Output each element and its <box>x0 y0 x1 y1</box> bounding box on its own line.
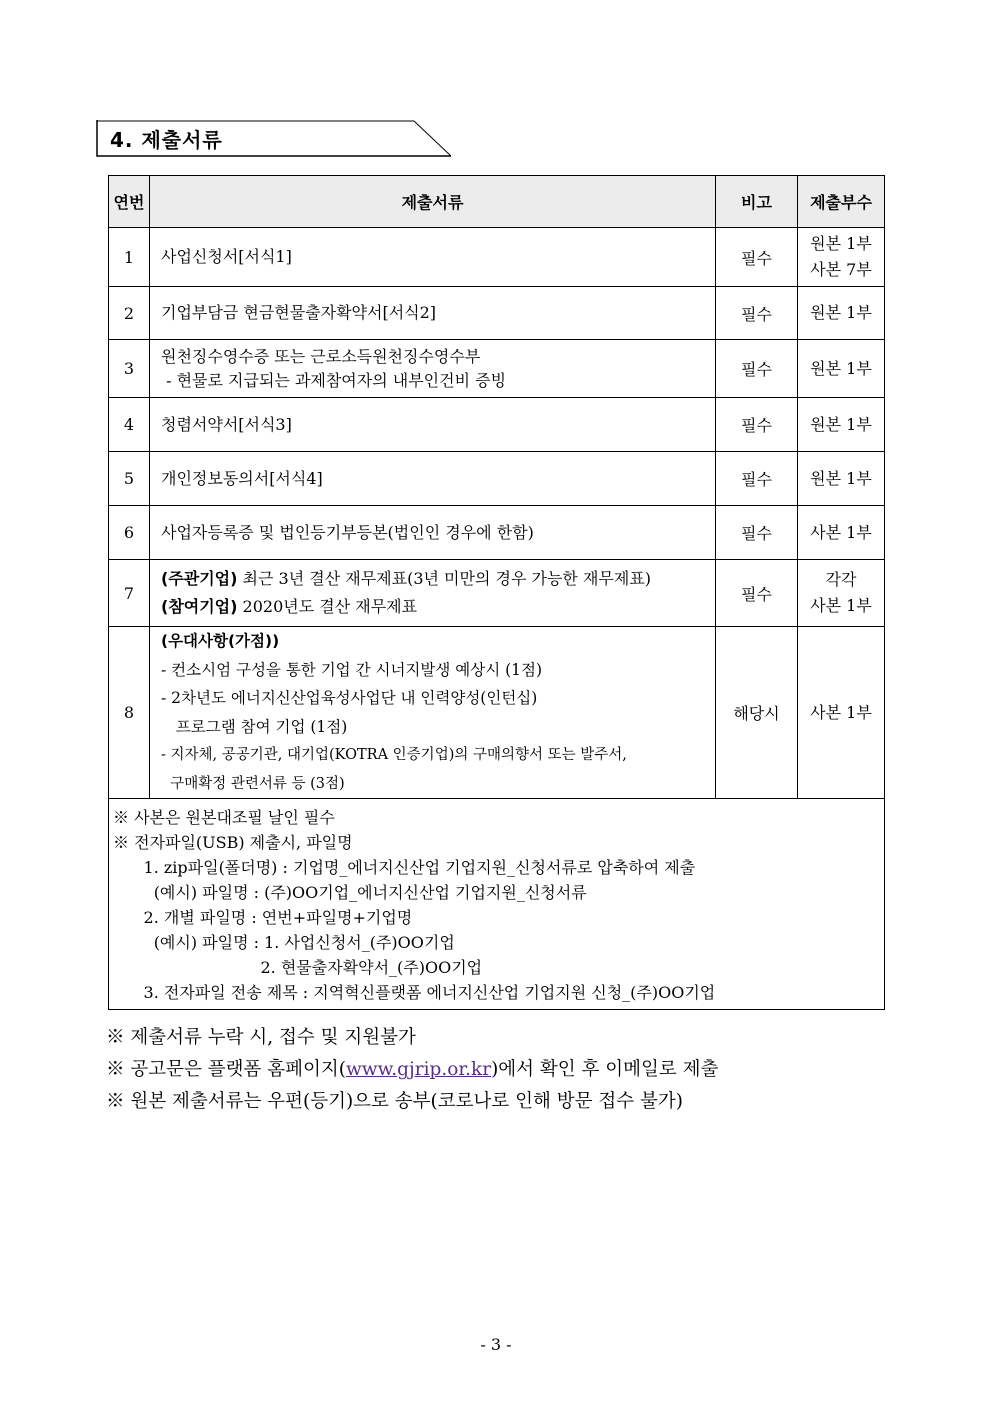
row-copies: 사본 1부 <box>798 506 885 560</box>
table-row <box>109 228 885 287</box>
row-copies: 원본 1부 <box>798 452 885 506</box>
table-row <box>109 398 885 452</box>
row-doc: 사업자등록증 및 법인등기부등본(법인인 경우에 한함) <box>150 506 716 560</box>
section-heading <box>96 120 452 158</box>
row-doc <box>150 340 716 398</box>
row-num: 8 <box>109 627 150 799</box>
row-note: 필수 <box>716 228 798 287</box>
bonus-item: - 2차년도 에너지신산업육성사업단 내 인력양성(인턴십) <box>161 689 538 707</box>
row-doc <box>150 627 716 799</box>
row-copies <box>798 228 885 287</box>
row-copies: 원본 1부 <box>798 398 885 452</box>
footnote-text: )에서 확인 후 이메일로 제출 <box>491 1059 719 1080</box>
footnotes <box>106 1022 718 1118</box>
row-num: 6 <box>109 506 150 560</box>
header-doc: 제출서류 <box>150 176 716 228</box>
row-num: 3 <box>109 340 150 398</box>
row-num: 2 <box>109 287 150 340</box>
footnote-line <box>106 1054 718 1086</box>
row-copies <box>798 560 885 627</box>
row-doc: 청렴서약서[서식3] <box>150 398 716 452</box>
doc-line: 원천징수영수증 또는 근로소득원천징수영수부 <box>161 346 481 366</box>
table-header-row <box>109 176 885 228</box>
row-copies: 사본 1부 <box>798 627 885 799</box>
header-copies: 제출부수 <box>798 176 885 228</box>
row-note: 필수 <box>716 452 798 506</box>
copies-line: 사본 7부 <box>810 260 872 279</box>
homepage-link[interactable]: www.gjrip.or.kr <box>345 1059 492 1080</box>
note-line: 3. 전자파일 전송 제목 : 지역혁신플랫폼 에너지신산업 기업지원 신청_(주)OO기업 <box>113 983 716 1002</box>
partner-company-label: (참여기업) <box>161 597 238 616</box>
footnote-line: ※ 제출서류 누락 시, 접수 및 지원불가 <box>106 1027 416 1048</box>
doc-subline: - 현물로 지급되는 과제참여자의 내부인건비 증빙 <box>161 370 507 390</box>
notes-row <box>109 799 885 1010</box>
row-note: 필수 <box>716 506 798 560</box>
bonus-title: (우대사항(가점)) <box>161 632 280 650</box>
doc-line <box>161 565 715 593</box>
documents-table <box>108 175 885 1010</box>
table-row <box>109 627 885 799</box>
row-doc: 사업신청서[서식1] <box>150 228 716 287</box>
row-doc: 개인정보동의서[서식4] <box>150 452 716 506</box>
row-doc: 기업부담금 현금현물출자확약서[서식2] <box>150 287 716 340</box>
row-note: 필수 <box>716 560 798 627</box>
bonus-item: - 지자체, 공공기관, 대기업(KOTRA 인증기업)의 구매의향서 또는 발주서, <box>161 747 627 763</box>
row-note: 필수 <box>716 287 798 340</box>
header-note: 비고 <box>716 176 798 228</box>
row-num: 7 <box>109 560 150 627</box>
lead-company-text: 최근 3년 결산 재무제표(3년 미만의 경우 가능한 재무제표) <box>237 569 652 588</box>
note-line: ※ 사본은 원본대조필 날인 필수 <box>113 808 335 827</box>
bonus-item: - 컨소시엄 구성을 통한 기업 간 시너지발생 예상시 (1점) <box>161 660 543 679</box>
row-num: 4 <box>109 398 150 452</box>
note-line: (예시) 파일명 : (주)OO기업_에너지신산업 기업지원_신청서류 <box>113 883 587 902</box>
table-row <box>109 287 885 340</box>
table-row <box>109 560 885 627</box>
row-note: 필수 <box>716 398 798 452</box>
bonus-item: 프로그램 참여 기업 (1점) <box>161 717 348 736</box>
note-line: (예시) 파일명 : 1. 사업신청서_(주)OO기업 <box>113 933 455 952</box>
row-note: 해당시 <box>716 627 798 799</box>
row-copies: 원본 1부 <box>798 287 885 340</box>
note-line: 1. zip파일(폴더명) : 기업명_에너지신산업 기업지원_신청서류로 압축하여 제출 <box>113 858 696 877</box>
copies-line: 원본 1부 <box>810 234 872 253</box>
footnote-line: ※ 원본 제출서류는 우편(등기)으로 송부(코로나로 인해 방문 접수 불가) <box>106 1091 683 1112</box>
doc-line <box>161 593 715 621</box>
row-copies: 원본 1부 <box>798 340 885 398</box>
table-row <box>109 506 885 560</box>
lead-company-label: (주관기업) <box>161 569 238 588</box>
page-number: - 3 - <box>480 1335 512 1354</box>
row-doc <box>150 560 716 627</box>
table-row <box>109 340 885 398</box>
partner-company-text: 2020년도 결산 재무제표 <box>237 597 418 616</box>
header-num: 연번 <box>109 176 150 228</box>
row-num: 1 <box>109 228 150 287</box>
note-line: ※ 전자파일(USB) 제출시, 파일명 <box>113 833 353 852</box>
footnote-text: ※ 공고문은 플랫폼 홈페이지( <box>106 1059 346 1080</box>
row-note: 필수 <box>716 340 798 398</box>
copies-line: 각각 <box>825 570 857 589</box>
row-num: 5 <box>109 452 150 506</box>
bonus-item: 구매확정 관련서류 등 (3점) <box>161 775 345 792</box>
notes-cell <box>109 799 885 1010</box>
table-row <box>109 452 885 506</box>
note-line: 2. 개별 파일명 : 연번+파일명+기업명 <box>113 908 413 927</box>
copies-line: 사본 1부 <box>810 596 872 615</box>
note-line: 2. 현물출자확약서_(주)OO기업 <box>113 958 483 977</box>
section-title: 4. 제출서류 <box>110 128 223 152</box>
